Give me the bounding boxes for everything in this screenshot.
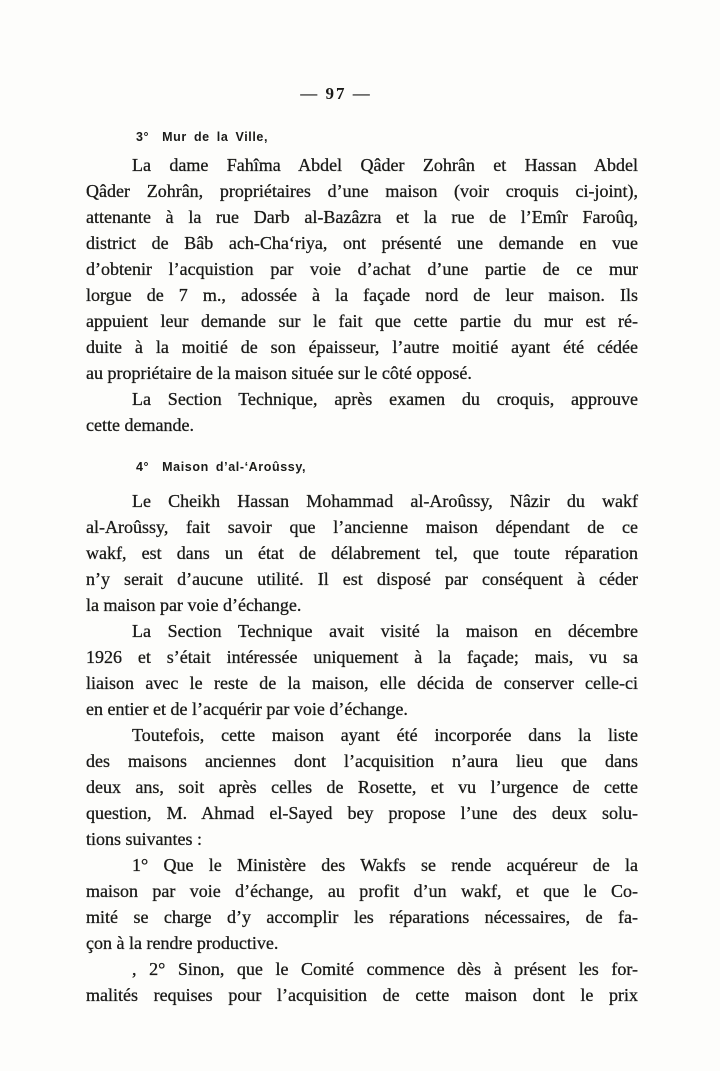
- text-line: cette demande.: [86, 415, 194, 435]
- section-4-heading-title: Maison d’al-‘Aroûssy,: [162, 460, 307, 474]
- text-line: liaison avec le reste de la maison, elle décida de conserver celle-ci: [86, 673, 638, 693]
- text-line: question, M. Ahmad el-Sayed bey propose l’une des deux solu-: [86, 803, 638, 823]
- text-line: , 2° Sinon, que le Comité commence dès à présent les for-: [132, 959, 638, 979]
- text-line: 1926 et s’était intéressée uniquement à la façade; mais, vu sa: [86, 647, 638, 667]
- text-line: duite à la moitié de son épaisseur, l’autre moitié ayant été cédée: [86, 337, 638, 357]
- text-line: mité se charge d’y accomplir les réparations nécessaires, de fa-: [86, 907, 638, 927]
- text-line: al-Aroûssy, fait savoir que l’ancienne maison dépendant de ce: [86, 517, 638, 537]
- section-3-heading: [86, 130, 688, 144]
- text-line: d’obtenir l’acquistion par voie d’achat d’une partie de ce mur: [86, 259, 638, 279]
- paragraph: [86, 386, 638, 438]
- text-line: malités requises pour l’acquisition de cette maison dont le prix: [86, 985, 638, 1005]
- text-line: au propriétaire de la maison située sur le côté opposé.: [86, 363, 472, 383]
- text-line: Qâder Zohrân, propriétaires d’une maison (voir croquis ci-joint),: [86, 181, 638, 201]
- text-line: lorgue de 7 m., adossée à la façade nord de leur maison. Ils: [86, 285, 638, 305]
- text-line: appuient leur demande sur le fait que cette partie du mur est ré-: [86, 311, 638, 331]
- text-line: La Section Technique avait visité la maison en décembre: [132, 621, 638, 641]
- text-line: wakf, est dans un état de délabrement tel, que toute réparation: [86, 543, 638, 563]
- text-line: attenante à la rue Darb al-Bazâzra et la rue de l’Emîr Faroûq,: [86, 207, 638, 227]
- paragraph: [86, 152, 638, 386]
- text-line: district de Bâb ach-Cha‘riya, ont présenté une demande en vue: [86, 233, 638, 253]
- section-3-body: [86, 152, 638, 438]
- text-line: 1° Que le Ministère des Wakfs se rende acquéreur de la: [132, 855, 638, 875]
- text-line: la maison par voie d’échange.: [86, 595, 302, 615]
- paragraph: [86, 956, 638, 1008]
- page-number: — 97 —: [300, 84, 372, 103]
- section-3-heading-number: 3°: [136, 130, 150, 144]
- paragraph: [86, 852, 638, 956]
- section-4-heading: [86, 460, 688, 474]
- text-line: çon à la rendre productive.: [86, 933, 279, 953]
- text-line: des maisons anciennes dont l’acquisition n’aura lieu que dans: [86, 751, 638, 771]
- paragraph: [86, 618, 638, 722]
- text-line: Le Cheikh Hassan Mohammad al-Aroûssy, Nâzir du wakf: [132, 491, 638, 511]
- text-line: deux ans, soit après celles de Rosette, et vu l’urgence de cette: [86, 777, 638, 797]
- paragraph: [86, 722, 638, 852]
- paragraph: [86, 488, 638, 618]
- text-line: La dame Fahîma Abdel Qâder Zohrân et Hassan Abdel: [132, 155, 638, 175]
- text-line: tions suivantes :: [86, 829, 202, 849]
- text-line: n’y serait d’aucune utilité. Il est disposé par conséquent à céder: [86, 569, 638, 589]
- section-3-heading-title: Mur de la Ville,: [162, 130, 269, 144]
- text-line: maison par voie d’échange, au profit d’un wakf, et que le Co-: [86, 881, 638, 901]
- section-4-body: [86, 488, 638, 1008]
- text-line: en entier et de l’acquérir par voie d’échange.: [86, 699, 408, 719]
- section-4-heading-number: 4°: [136, 460, 150, 474]
- text-line: La Section Technique, après examen du croquis, approuve: [132, 389, 638, 409]
- text-line: Toutefois, cette maison ayant été incorporée dans la liste: [132, 725, 638, 745]
